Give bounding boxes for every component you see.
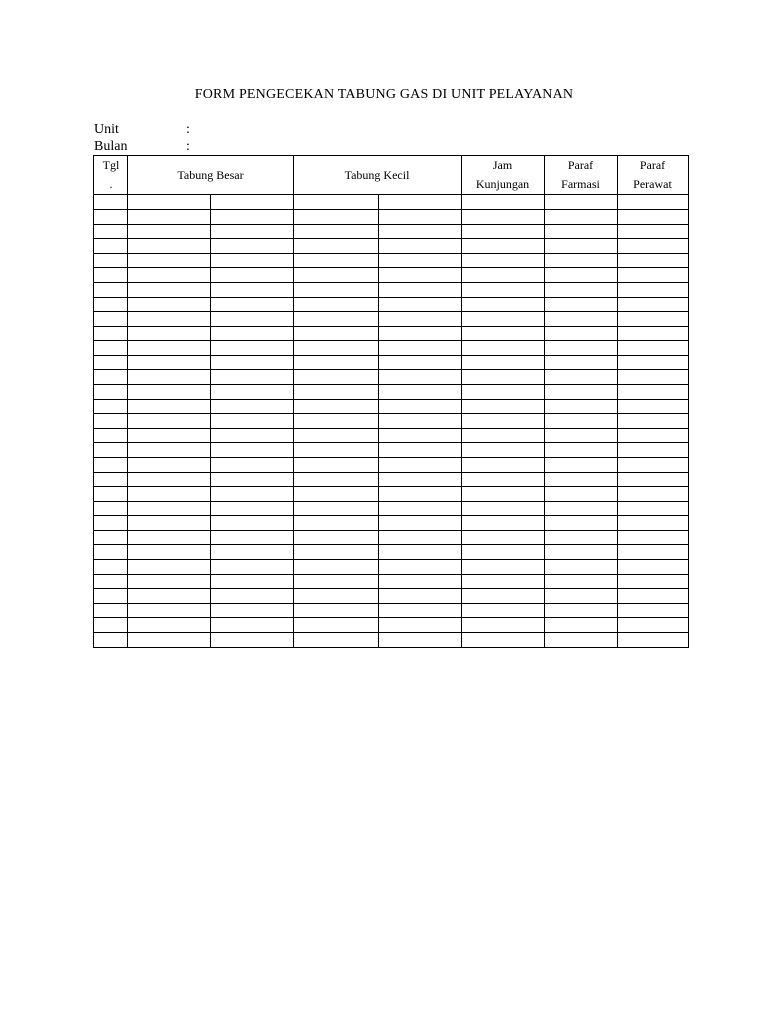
row-divider (94, 253, 688, 254)
row-divider (94, 501, 688, 502)
row-divider (94, 209, 688, 210)
row-divider (94, 544, 688, 545)
row-divider (94, 326, 688, 327)
row-divider (94, 238, 688, 239)
header-tgl-line1: Tgl (102, 158, 120, 172)
bulan-label: Bulan (94, 139, 128, 154)
row-divider (94, 297, 688, 298)
row-divider (94, 224, 688, 225)
header-paraf-perawat-line2: Perawat (633, 177, 672, 191)
bulan-field (94, 138, 190, 155)
header-tabung-kecil: Tabung Kecil (344, 168, 410, 182)
row-divider (94, 588, 688, 589)
header-paraf-perawat (617, 156, 688, 195)
column-divider (210, 195, 211, 647)
row-divider (94, 311, 688, 312)
header-jam-kunjungan-line1: Jam (492, 158, 513, 172)
row-divider (94, 267, 688, 268)
row-divider (94, 632, 688, 633)
form-title: FORM PENGECEKAN TABUNG GAS DI UNIT PELAYANAN (194, 87, 574, 102)
header-divider (94, 194, 688, 195)
header-paraf-perawat-line1: Paraf (639, 158, 666, 172)
header-jam-kunjungan-line2: Kunjungan (475, 177, 530, 191)
row-divider (94, 574, 688, 575)
unit-field (94, 121, 190, 138)
header-tgl (94, 156, 128, 195)
row-divider (94, 603, 688, 604)
inspection-table (93, 155, 689, 648)
row-divider (94, 617, 688, 618)
row-divider (94, 486, 688, 487)
row-divider (94, 530, 688, 531)
bulan-separator: : (186, 139, 190, 154)
header-jam-kunjungan (461, 156, 544, 195)
header-paraf-farmasi (544, 156, 617, 195)
row-divider (94, 340, 688, 341)
unit-separator: : (186, 122, 190, 137)
row-divider (94, 428, 688, 429)
row-divider (94, 472, 688, 473)
row-divider (94, 413, 688, 414)
row-divider (94, 515, 688, 516)
header-paraf-farmasi-line1: Paraf (567, 158, 594, 172)
row-divider (94, 355, 688, 356)
row-divider (94, 457, 688, 458)
header-tgl-line2: . (109, 177, 113, 191)
row-divider (94, 282, 688, 283)
row-divider (94, 369, 688, 370)
row-divider (94, 442, 688, 443)
header-paraf-farmasi-line2: Farmasi (561, 177, 600, 191)
header-tabung-besar: Tabung Besar (177, 168, 244, 182)
column-divider (378, 195, 379, 647)
row-divider (94, 559, 688, 560)
row-divider (94, 399, 688, 400)
row-divider (94, 384, 688, 385)
unit-label: Unit (94, 122, 119, 137)
